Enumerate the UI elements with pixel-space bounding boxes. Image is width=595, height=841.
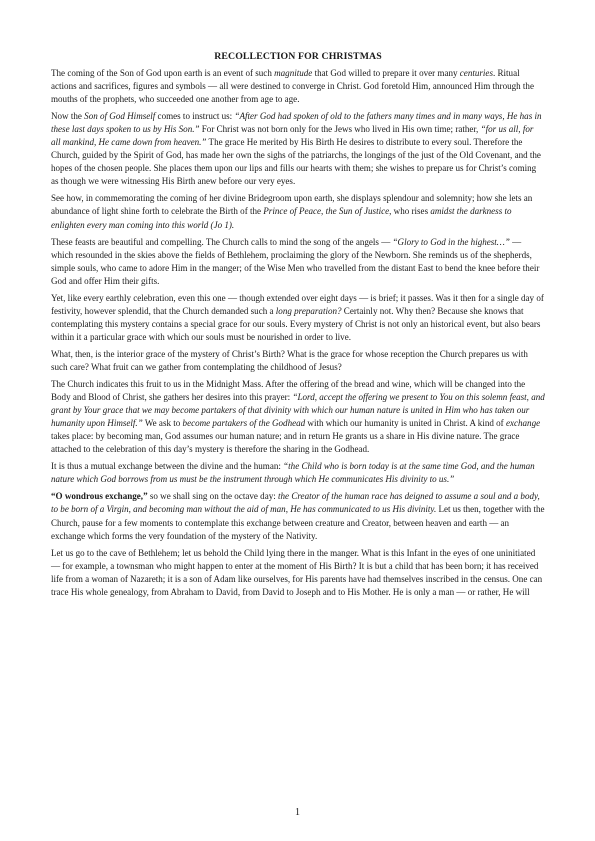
italic-text: long preparation?: [275, 305, 342, 316]
text-run: For Christ was not born only for the Jews who lived in His own time; rather,: [199, 124, 481, 135]
page-number: 1: [295, 807, 300, 818]
text-run: — which resounded in the skies above the fields of Bethlehem, proclaiming the glory of the Newborn. She reminds us of the shepherds, simple souls, who came to adore Him in the manger; of the Wise Men who travelled from the distant East to bend the knee before their God and offer Him their gifts.: [51, 236, 540, 286]
text-run: Let us then, together with the Church, pause for a few moments to contemplate this exchange between creature and Creator, between heaven and earth — an exchange which forms the very foundation of the mystery of the Nativity.: [51, 504, 545, 541]
text-run: The Church indicates this fruit to us in the Midnight Mass. After the offering of the bread and wine, which will be changed into the Body and Blood of Christ, she gathers her desires into this prayer:: [51, 379, 526, 403]
italic-text: Prince of Peace, the Sun of Justice: [263, 206, 390, 217]
paragraph: [51, 490, 545, 542]
italic-text: Son of God Himself: [84, 111, 156, 122]
text-run: Let us go to the cave of Bethlehem; let us behold the Child lying there in the manger. What is this Infant in the eyes of one uninitiated — for example, a townsman who might happen to enter at the moment of His Birth? It is but a child that has been born; it has received life from a woman of Nazareth; it is a son of Adam like ourselves, for His parents have had themselves inscribed in the census. One can trace His whole genealogy, from Abraham to David, from David to Joseph and to His Mother. He is only a man — or rather, He will: [51, 547, 543, 597]
text-run: These feasts are beautiful and compelling. The Church calls to mind the song of the angels —: [51, 236, 393, 247]
italic-text: “the Child who is born today is at the same time God, and the human nature which God borrows from us must be the instrument through which He communicates His divinity to us.”: [51, 461, 535, 485]
text-run: so we shall sing on the octave day:: [147, 491, 279, 502]
text-run: Certainly not. Why then? Because she knows that contemplating this mystery contains a special grace for our souls. Every mystery of Christ is not only an historical event, but also bears within it a particular grace with which our souls must be nourished in order to live.: [51, 305, 541, 342]
paragraph: [51, 236, 545, 288]
paragraph: [51, 378, 545, 456]
text-run: The grace He merited by His Birth He desires to distribute to every soul. Therefore the Church, guided by the Spirit of God, has made her own the sighs of the patriarchs, the longings of the just of the Old Covenant, and the hopes of the chosen people. She places them upon our lips and fills our hearts with them; she wishes to prepare us for Christ’s coming as though we were witnessing His Birth anew before our very eyes.: [51, 137, 541, 187]
paragraph: [51, 348, 545, 374]
text-run: , who rises: [389, 206, 431, 217]
text-run: takes place: by becoming man, God assumes our human nature; and in return He grants us a share in His divine nature. The grace attached to the celebration of this day’s mystery is therefore the sharing in the Godhead.: [51, 431, 520, 455]
italic-text: centuries: [459, 68, 493, 78]
italic-text: “for us all, for all mankind, He came down from heaven.”: [51, 124, 534, 148]
italic-text: magnitude: [274, 68, 313, 78]
text-run: that God willed to prepare it over many: [312, 68, 460, 78]
paragraph: [51, 192, 545, 231]
text-run: Yet, like every earthly celebration, even this one — though extended over eight days — is brief; it passes. Was it then for a single day of festivity, however splendid, that the Church demanded such a: [51, 292, 544, 316]
text-run: We ask to: [142, 418, 183, 429]
paragraph-list: [51, 67, 545, 599]
italic-text: “Lord, accept the offering we present to You on this solemn feast, and grant by Your grace that we may become partakers of that divinity with which our human nature is united in Him who has taken our humanity upon Himself.”: [51, 392, 545, 429]
document-body: [51, 50, 545, 603]
text-run: It is thus a mutual exchange between the divine and the human:: [51, 461, 284, 472]
italic-text: “After God had spoken of old to the fathers many times and in many ways, He has in these last days spoken to us by His Son.”: [51, 111, 542, 135]
document-title: RECOLLECTION FOR CHRISTMAS: [214, 51, 382, 62]
paragraph: [51, 110, 545, 188]
text-run: comes to instruct us:: [155, 111, 235, 122]
italic-text: “Glory to God in the highest…”: [392, 236, 510, 247]
bold-text: “O wondrous exchange,”: [51, 491, 148, 502]
italic-text: amidst the darkness to enlighten every man coming into this world (Jo 1).: [51, 206, 512, 230]
text-run: What, then, is the interior grace of the mystery of Christ’s Birth? What is the grace for whose reception the Church prepares us with such care? What fruit can we gather from contemplating the childhood of Jesus?: [51, 348, 528, 372]
text-run: . Ritual actions and sacrifices, figures and symbols — all were destined to converge in Christ. God foretold Him, announced Him through the mouths of the prophets, who succeeded one another from age to age.: [51, 68, 534, 105]
text-run: Now the: [51, 111, 85, 122]
paragraph: [51, 547, 545, 599]
paragraph: [51, 292, 545, 344]
text-run: The coming of the Son of God upon earth is an event of such: [51, 68, 275, 78]
paragraph: [51, 67, 545, 106]
paragraph: [51, 460, 545, 486]
italic-text: the Creator of the human race has deigned to assume a soul and a body, to be born of a Virgin, and becoming man without the aid of man, He has communicated to us His divinity.: [51, 491, 540, 515]
text-run: See how, in commemorating the coming of her divine Bridegroom upon earth, she displays splendour and solemnity; how she lets an abundance of light shine forth to celebrate the Birth of the: [51, 193, 533, 217]
italic-text: become partakers of the Godhead: [182, 418, 306, 429]
text-run: with which our humanity is united in Christ. A kind of: [305, 418, 506, 429]
italic-text: exchange: [505, 418, 541, 429]
